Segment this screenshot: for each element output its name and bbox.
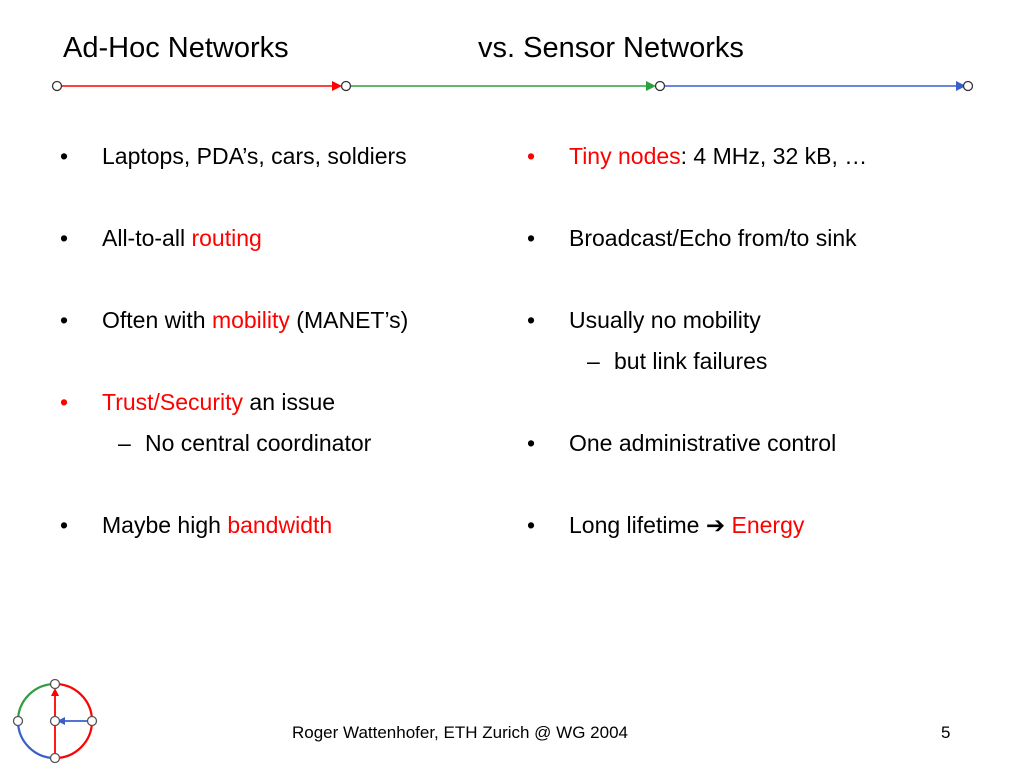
bullet-text xyxy=(102,225,262,252)
divider-node-3 xyxy=(656,82,665,91)
bullet-text: Laptops, PDA’s, cars, soldiers xyxy=(102,143,407,169)
title-divider xyxy=(0,70,1024,102)
arrow-right-icon: ➔ xyxy=(705,512,726,538)
bullet-mark: • xyxy=(60,512,69,538)
bullet-text: Usually no mobility xyxy=(569,307,761,333)
divider-node-2 xyxy=(342,82,351,91)
bullet-mark: • xyxy=(527,430,536,456)
bullet-mark: • xyxy=(60,389,69,415)
bullet-text: Broadcast/Echo from/to sink xyxy=(569,225,857,251)
bullet-mark: • xyxy=(60,307,69,333)
bullet-text xyxy=(102,512,332,539)
footer-text: Roger Wattenhofer, ETH Zurich @ WG 2004 xyxy=(292,723,628,742)
divider-green-arrowhead xyxy=(646,81,656,91)
sub-bullet-dash: – xyxy=(587,348,600,374)
bullet-text xyxy=(569,143,867,170)
bullet-text xyxy=(102,307,408,334)
bullet-text-plain: Long lifetime xyxy=(569,512,706,538)
title-left: Ad-Hoc Networks xyxy=(63,32,289,64)
bullet-highlight: Energy xyxy=(725,512,805,538)
logo-node-top xyxy=(51,680,60,689)
bullet-highlight: Trust/Security xyxy=(102,389,244,415)
bullet-mark: • xyxy=(527,307,536,333)
title-right: vs. Sensor Networks xyxy=(478,32,744,64)
bullet-highlight: routing xyxy=(191,225,262,251)
bullet-text-plain: Often with xyxy=(102,307,212,333)
bullet-highlight: mobility xyxy=(211,307,290,333)
bullet-highlight: bandwidth xyxy=(227,512,333,538)
bullet-mark: • xyxy=(527,143,536,169)
sub-bullet-text: but link failures xyxy=(614,348,768,374)
logo-node-bottom xyxy=(51,754,60,763)
bullet-text-after: : 4 MHz, 32 kB, … xyxy=(680,143,868,169)
divider-node-1 xyxy=(53,82,62,91)
logo-node-left xyxy=(14,717,23,726)
logo-red-arrowhead xyxy=(51,688,59,696)
bullet-text xyxy=(102,389,335,416)
bullet-text-plain: All-to-all xyxy=(102,225,192,251)
sub-bullet-text: No central coordinator xyxy=(145,430,372,456)
bullet-mark: • xyxy=(527,512,536,538)
bullet-highlight: Tiny nodes xyxy=(569,143,681,169)
divider-red-arrowhead xyxy=(332,81,342,91)
bullet-text xyxy=(569,512,804,539)
bullet-text: One administrative control xyxy=(569,430,837,456)
bullet-text-plain: Maybe high xyxy=(102,512,228,538)
logo-node-right xyxy=(88,717,97,726)
bullet-mark: • xyxy=(60,143,69,169)
bullet-text-after: (MANET’s) xyxy=(289,307,409,333)
logo-node-center xyxy=(51,717,60,726)
bullet-text-after: an issue xyxy=(243,389,336,415)
logo-green-arc xyxy=(18,684,55,721)
bullet-mark: • xyxy=(60,225,69,251)
sub-bullet-dash: – xyxy=(118,430,131,456)
logo-blue-arc xyxy=(18,721,55,758)
page-number: 5 xyxy=(941,723,951,742)
network-logo-icon xyxy=(10,676,100,766)
divider-node-4 xyxy=(964,82,973,91)
bullet-mark: • xyxy=(527,225,536,251)
